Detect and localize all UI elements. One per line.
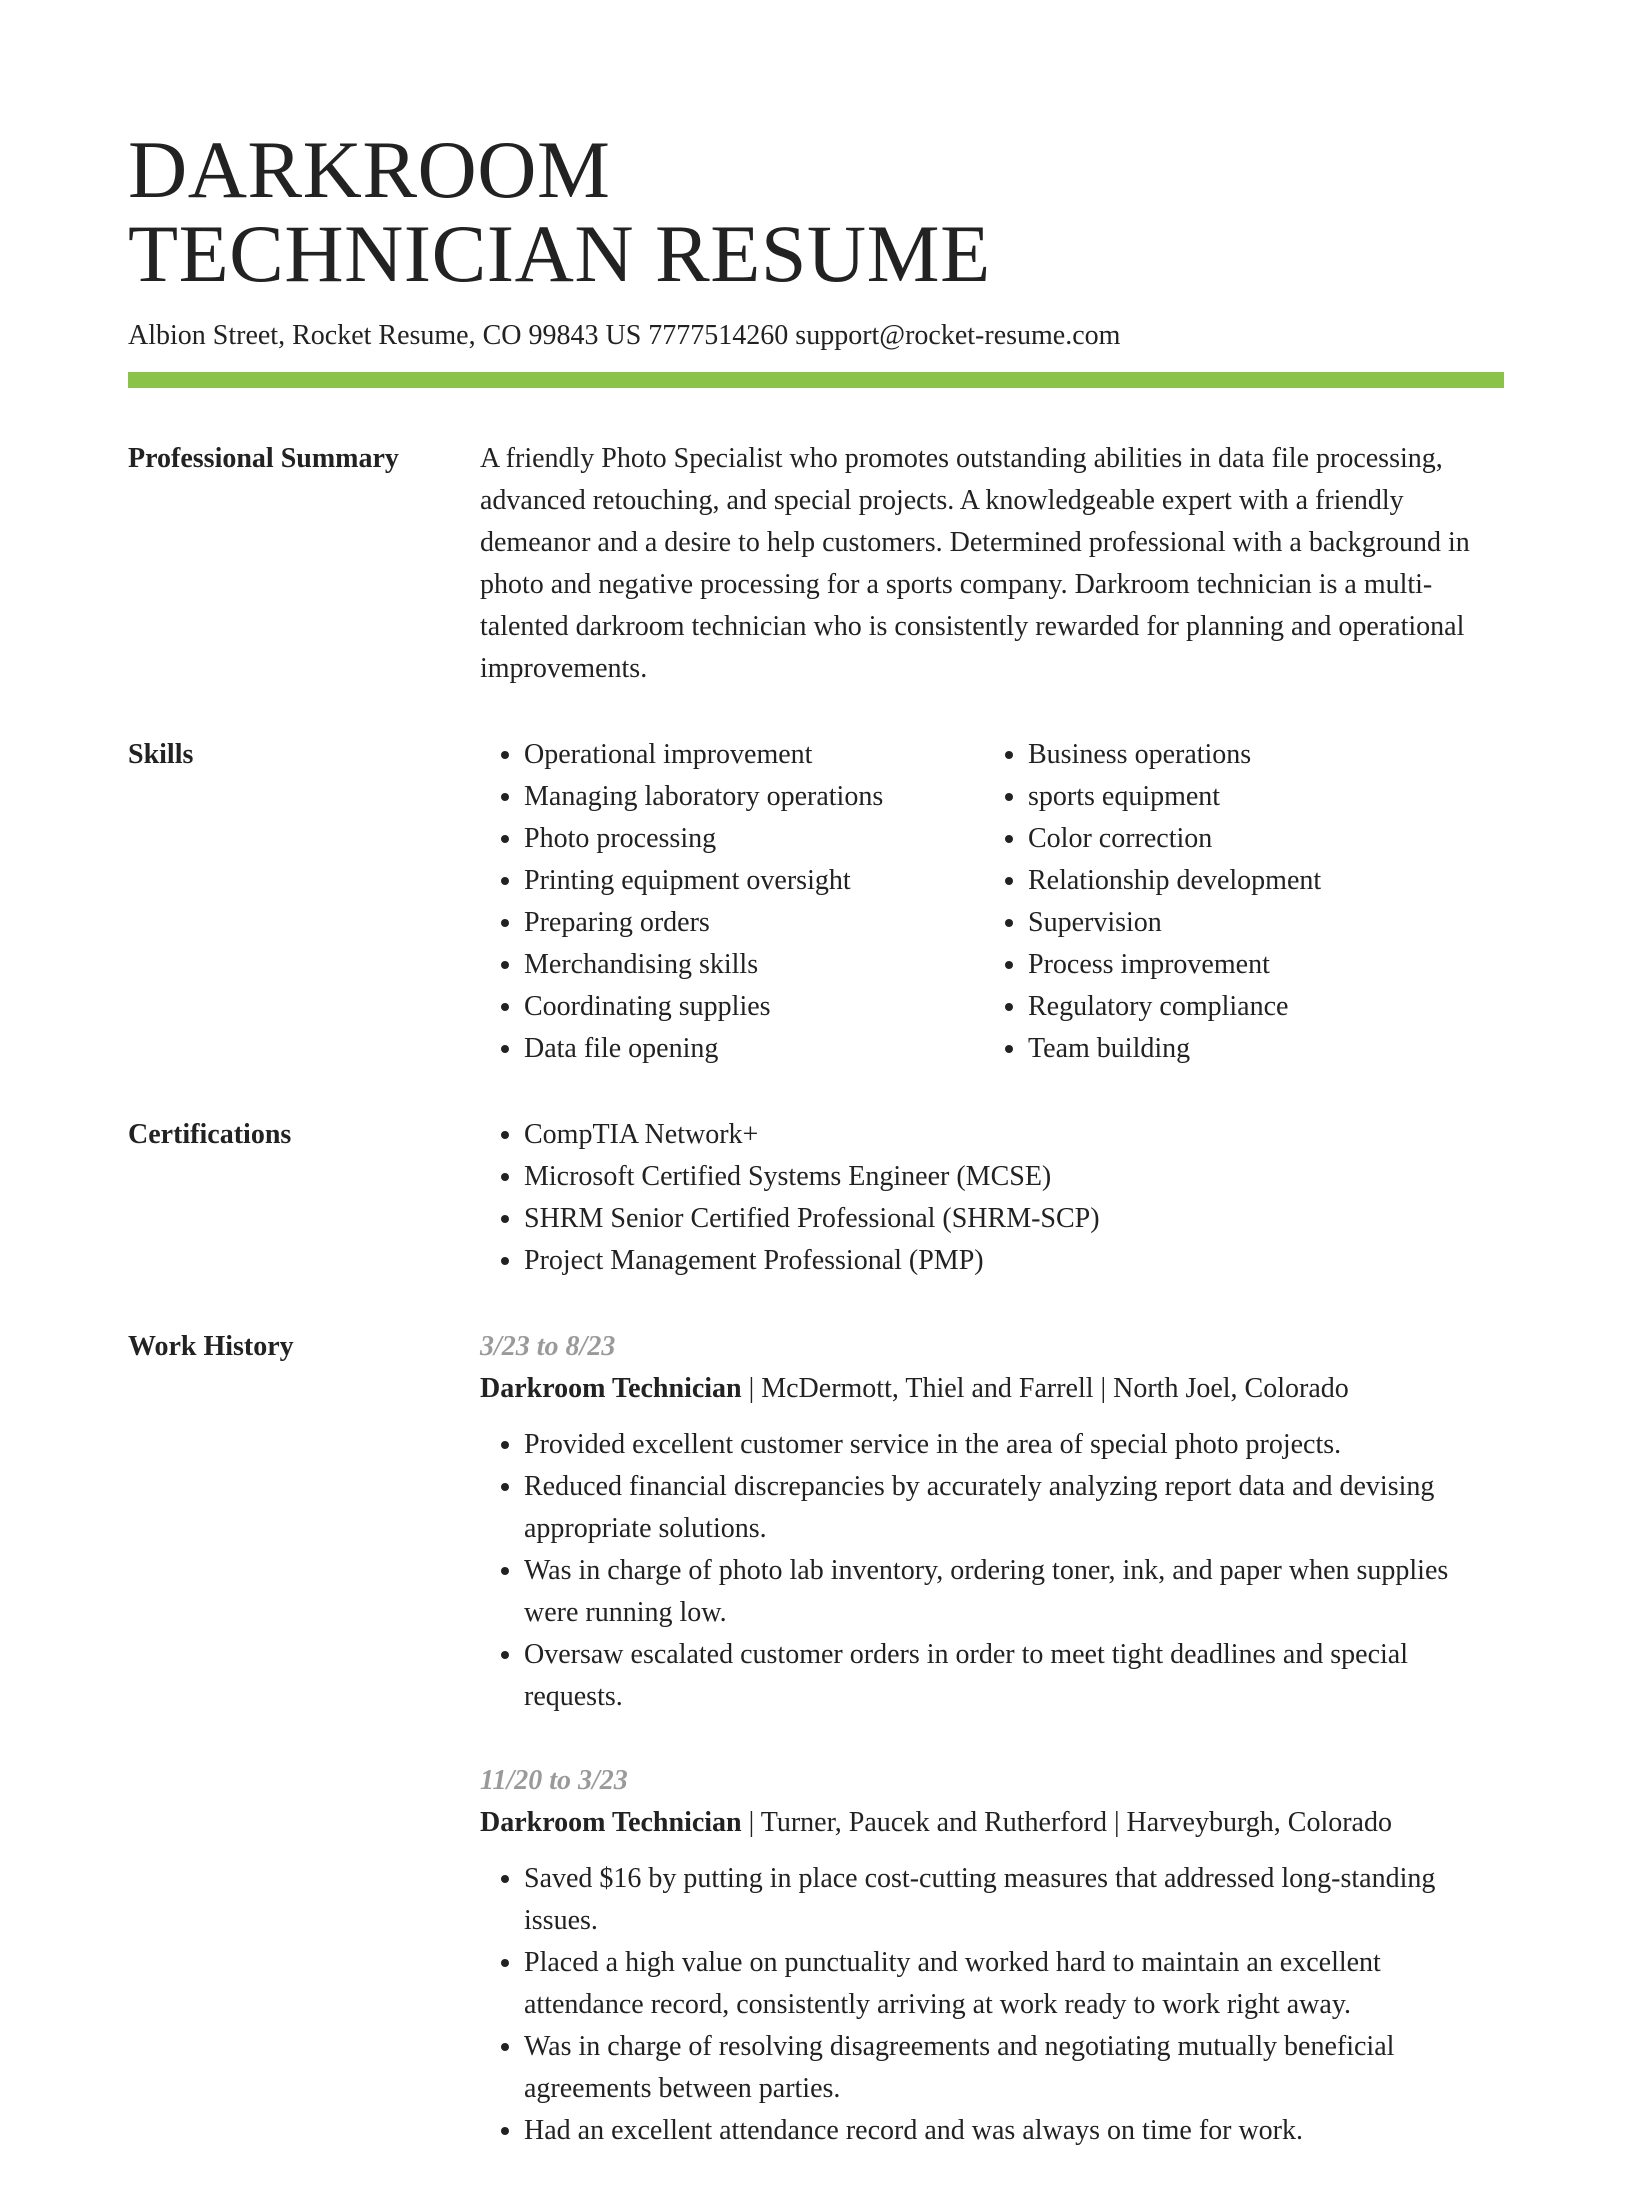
list-item: • Printing equipment oversight bbox=[524, 860, 984, 902]
summary-section bbox=[128, 438, 1504, 690]
job-title: Darkroom Technician bbox=[480, 1373, 742, 1404]
list-item: • Oversaw escalated customer orders in order to meet tight deadlines and special requests. bbox=[524, 1634, 1504, 1718]
job-entry bbox=[480, 1760, 1504, 2152]
list-item: • Saved $16 by putting in place cost-cutting measures that addressed long-standing issues. bbox=[524, 1858, 1504, 1942]
list-item: • Regulatory compliance bbox=[1028, 986, 1488, 1028]
skills-column-right bbox=[984, 734, 1488, 1070]
list-item: • Placed a high value on punctuality and worked hard to maintain an excellent attendance record, consistently arriving at work ready to work right away. bbox=[524, 1942, 1504, 2026]
job-heading bbox=[480, 1802, 1504, 1844]
list-item: • Color correction bbox=[1028, 818, 1488, 860]
list-item: • SHRM Senior Certified Professional (SHRM-SCP) bbox=[524, 1198, 1504, 1240]
section-label-skills: Skills bbox=[128, 739, 194, 770]
resume-title-line1: DARKROOM bbox=[128, 124, 611, 215]
list-item: • Managing laboratory operations bbox=[524, 776, 984, 818]
list-item: • Operational improvement bbox=[524, 734, 984, 776]
list-item: • Photo processing bbox=[524, 818, 984, 860]
list-item: • Process improvement bbox=[1028, 944, 1488, 986]
job-details: | Turner, Paucek and Rutherford | Harveyburgh, Colorado bbox=[741, 1807, 1392, 1838]
accent-divider bbox=[128, 372, 1504, 388]
skills-section bbox=[128, 734, 1504, 1070]
summary-content bbox=[480, 438, 1504, 690]
list-item: • Coordinating supplies bbox=[524, 986, 984, 1028]
resume-title-line2: TECHNICIAN RESUME bbox=[128, 208, 991, 299]
resume-title bbox=[128, 124, 1504, 299]
job-entry bbox=[480, 1326, 1504, 1718]
certifications-content bbox=[480, 1114, 1504, 1282]
job-title: Darkroom Technician bbox=[480, 1807, 742, 1838]
skills-list-right bbox=[984, 734, 1488, 1070]
list-item: • Had an excellent attendance record and was always on time for work. bbox=[524, 2110, 1504, 2152]
list-item: • Supervision bbox=[1028, 902, 1488, 944]
list-item: • Team building bbox=[1028, 1028, 1488, 1070]
job-date: 11/20 to 3/23 bbox=[480, 1765, 628, 1796]
list-item: • Was in charge of resolving disagreements and negotiating mutually beneficial agreements between parties. bbox=[524, 2026, 1504, 2110]
list-item: • Relationship development bbox=[1028, 860, 1488, 902]
resume-page bbox=[128, 124, 1504, 2194]
section-label-certifications: Certifications bbox=[128, 1119, 292, 1150]
list-item: • sports equipment bbox=[1028, 776, 1488, 818]
skills-content bbox=[480, 734, 1504, 1070]
contact-info: Albion Street, Rocket Resume, CO 99843 US 7777514260 support@rocket-resume.com bbox=[128, 320, 1121, 351]
job-bullets bbox=[480, 1424, 1504, 1718]
list-item: • Business operations bbox=[1028, 734, 1488, 776]
section-label-summary: Professional Summary bbox=[128, 443, 399, 474]
work-history-content bbox=[480, 1326, 1504, 2194]
job-bullets bbox=[480, 1858, 1504, 2152]
skills-column-left bbox=[480, 734, 984, 1070]
list-item: • Reduced financial discrepancies by accurately analyzing report data and devising appropriate solutions. bbox=[524, 1466, 1504, 1550]
work-history-section bbox=[128, 1326, 1504, 2194]
certifications-section bbox=[128, 1114, 1504, 1282]
job-details: | McDermott, Thiel and Farrell | North Joel, Colorado bbox=[741, 1373, 1349, 1404]
list-item: • Was in charge of photo lab inventory, ordering toner, ink, and paper when supplies were running low. bbox=[524, 1550, 1504, 1634]
job-heading bbox=[480, 1368, 1504, 1410]
section-label-work-history: Work History bbox=[128, 1331, 294, 1362]
list-item: • Data file opening bbox=[524, 1028, 984, 1070]
list-item: • Provided excellent customer service in the area of special photo projects. bbox=[524, 1424, 1504, 1466]
list-item: • Merchandising skills bbox=[524, 944, 984, 986]
certifications-list bbox=[480, 1114, 1504, 1282]
list-item: • Project Management Professional (PMP) bbox=[524, 1240, 1504, 1282]
summary-text: A friendly Photo Specialist who promotes outstanding abilities in data file processing, advanced retouching, and special projects. A knowledgeable expert with a friendly demeanor and a desire to help customers. Determined professional with a background in photo and negative processing for a sports company. Darkroom technician is a multi-talented darkroom technician who is consistently rewarded for planning and operational improvements. bbox=[480, 443, 1470, 684]
list-item: • Microsoft Certified Systems Engineer (MCSE) bbox=[524, 1156, 1504, 1198]
skills-list-left bbox=[480, 734, 984, 1070]
job-date: 3/23 to 8/23 bbox=[480, 1331, 616, 1362]
list-item: • Preparing orders bbox=[524, 902, 984, 944]
list-item: • CompTIA Network+ bbox=[524, 1114, 1504, 1156]
